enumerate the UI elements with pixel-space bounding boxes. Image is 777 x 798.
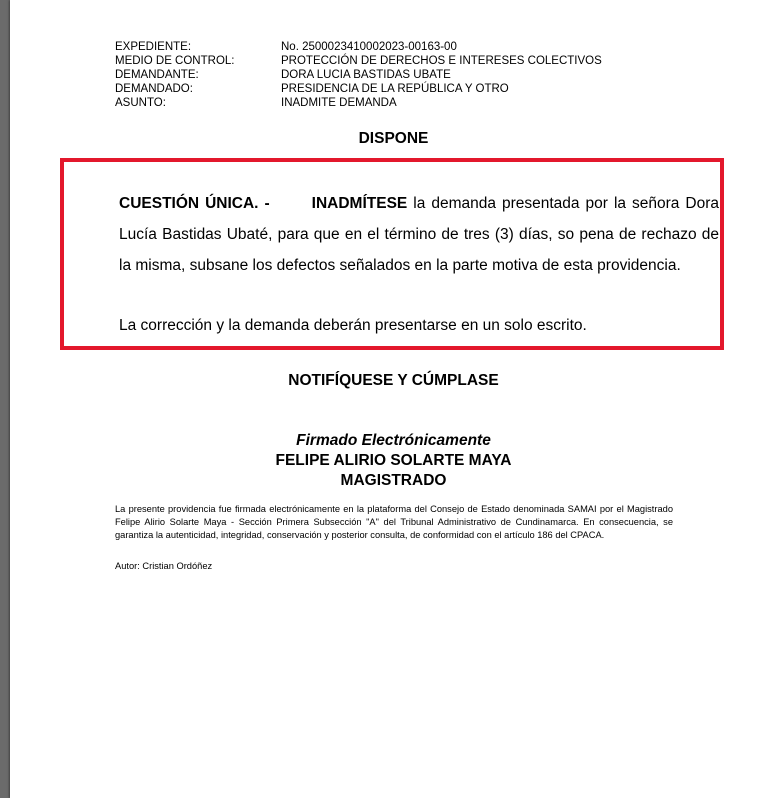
resolution-text: la demanda presentada por la señora Dora Lucía Bastidas Ubaté, para que en el término de tres (3) días, so pena de rechazo de la misma, subsane los defectos señalados en la parte motiva de esta providencia. <box>119 195 720 274</box>
highlight-box <box>60 158 724 350</box>
resolution-heading: CUESTIÓN ÚNICA. - <box>119 195 270 212</box>
header-value: PROTECCIÓN DE DERECHOS E INTERESES COLECTIVOS <box>281 55 602 67</box>
header-label: EXPEDIENTE: <box>115 41 192 53</box>
header-label: MEDIO DE CONTROL: <box>115 55 235 67</box>
document-page <box>10 0 777 798</box>
dispone-title: DISPONE <box>358 130 429 147</box>
header-label: ASUNTO: <box>115 97 166 109</box>
case-header <box>115 40 602 110</box>
header-row-medio-de-control <box>115 54 602 68</box>
signature-status: Firmado Electrónicamente <box>296 432 491 449</box>
author-line: Autor: Cristian Ordóñez <box>115 561 213 571</box>
header-value: PRESIDENCIA DE LA REPÚBLICA Y OTRO <box>281 83 509 95</box>
header-row-expediente <box>115 40 602 54</box>
header-value: No. 2500023410002023-00163-00 <box>281 41 457 53</box>
closing-title: NOTIFÍQUESE Y CÚMPLASE <box>288 372 499 389</box>
signer-role: MAGISTRADO <box>340 472 447 489</box>
header-label: DEMANDANTE: <box>115 69 199 81</box>
header-value: INADMITE DEMANDA <box>281 97 397 109</box>
signer-name: FELIPE ALIRIO SOLARTE MAYA <box>275 452 512 469</box>
correction-paragraph: La corrección y la demanda deberán presentarse en un solo escrito. <box>119 317 587 334</box>
header-row-demandante <box>115 68 602 82</box>
header-row-asunto <box>115 96 602 110</box>
resolution-paragraph <box>119 188 719 281</box>
header-value: DORA LUCIA BASTIDAS UBATE <box>281 69 451 81</box>
signature-note: La presente providencia fue firmada electrónicamente en la plataforma del Consejo de Estado denominada SAMAI por el Magistrado Felipe Alirio Solarte Maya - Sección Primera Subsección "A" del Tribunal Administrativo de Cundinamarca. En consecuencia, se garantiza la autenticidad, integridad, conservación y posterior consulta, de conformidad con el artículo 186 del CPACA. <box>115 504 673 540</box>
header-row-demandado <box>115 82 602 96</box>
header-label: DEMANDADO: <box>115 83 193 95</box>
resolution-keyword: INADMÍTESE <box>311 195 408 212</box>
